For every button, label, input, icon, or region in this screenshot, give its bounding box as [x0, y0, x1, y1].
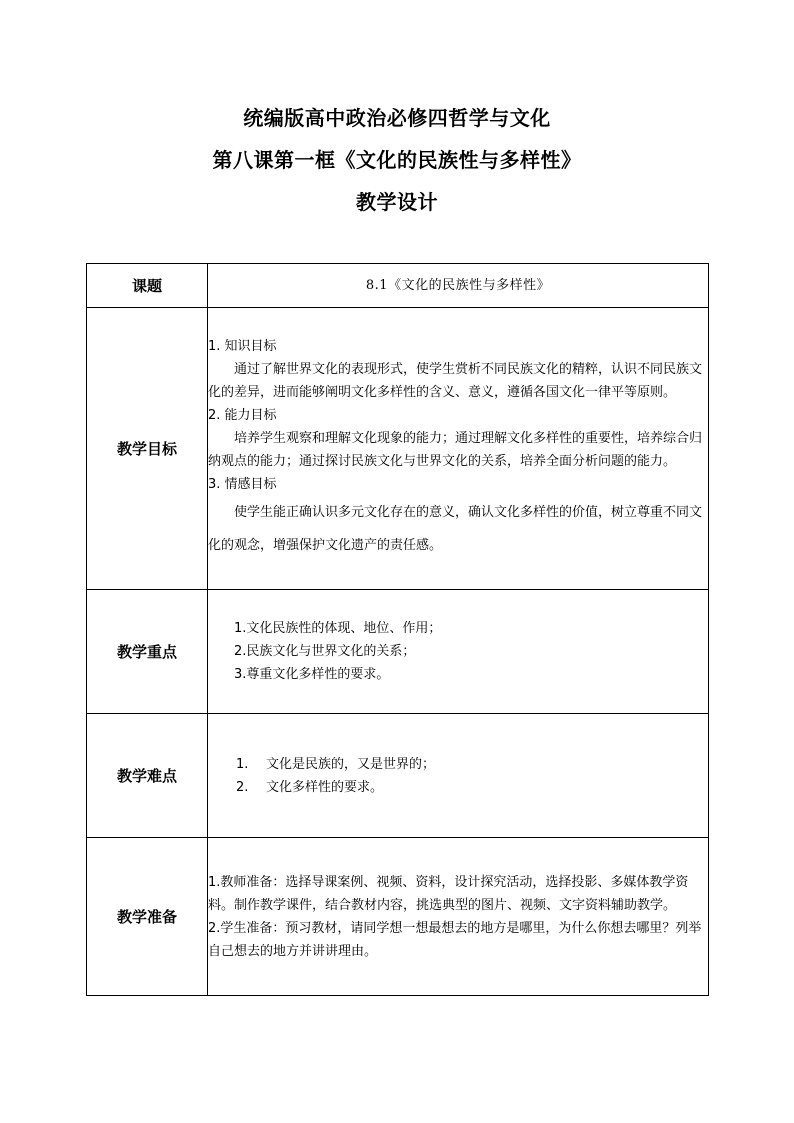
objectives-label: 教学目标	[87, 308, 208, 590]
ability-objective-text: 培养学生观察和理解文化现象的能力；通过理解文化多样性的重要性，培养综合归纳观点的能力；通过探讨民族文化与世界文化的关系，培养全面分析问题的能力。	[208, 431, 703, 469]
topic-row	[87, 264, 709, 308]
emotion-objective-text: 使学生能正确认识多元文化存在的意义，确认文化多样性的价值，树立尊重不同文化的观念，增强保护文化遗产的责任感。	[208, 505, 703, 553]
key-points-label: 教学重点	[87, 590, 208, 714]
difficulties-content	[208, 714, 709, 838]
objectives-content	[208, 308, 709, 590]
difficulty-item	[208, 776, 708, 799]
difficulty-number: 1.	[236, 756, 249, 772]
lesson-plan-table	[86, 263, 709, 996]
document-title: 统编版高中政治必修四哲学与文化	[243, 106, 551, 130]
ability-objective-heading: 2. 能力目标	[208, 408, 277, 423]
lesson-title: 第八课第一框《文化的民族性与多样性》	[212, 148, 582, 172]
difficulties-row	[87, 714, 709, 838]
knowledge-objective-text: 通过了解世界文化的表现形式，使学生赏析不同民族文化的精粹，认识不同民族文化的差异，进而能够阐明文化多样性的含义、意义，遵循各国文化一律平等原则。	[208, 362, 703, 400]
objectives-row	[87, 308, 709, 590]
key-point-item: 2.民族文化与世界文化的关系；	[234, 644, 416, 659]
key-points-content	[208, 590, 709, 714]
document-subtitle: 教学设计	[356, 190, 438, 214]
difficulty-text: 文化多样性的要求。	[266, 779, 384, 795]
topic-label: 课题	[87, 264, 208, 308]
difficulties-label: 教学难点	[87, 714, 208, 838]
teacher-preparation-text: 1.教师准备：选择导课案例、视频、资料，设计探究活动，选择投影、多媒体教学资料。制作教学课件，结合教材内容，挑选典型的图片、视频、文字资料辅助教学。	[208, 874, 689, 913]
key-points-row	[87, 590, 709, 714]
key-point-item: 1.文化民族性的体现、地位、作用；	[234, 621, 442, 636]
emotion-objective-heading: 3. 情感目标	[208, 477, 277, 492]
key-point-item: 3.尊重文化多样性的要求。	[234, 667, 390, 682]
preparation-content	[208, 838, 709, 996]
difficulty-number: 2.	[236, 779, 249, 795]
knowledge-objective-heading: 1. 知识目标	[208, 339, 277, 354]
student-preparation-text: 2.学生准备：预习教材，请同学想一想最想去的地方是哪里，为什么你想去哪里？列举自己想去的地方并讲讲理由。	[208, 920, 702, 959]
preparation-label: 教学准备	[87, 838, 208, 996]
preparation-row	[87, 838, 709, 996]
topic-value: 8.1《文化的民族性与多样性》	[208, 264, 709, 308]
difficulty-item	[208, 753, 708, 776]
difficulty-text: 文化是民族的，又是世界的；	[266, 756, 436, 772]
